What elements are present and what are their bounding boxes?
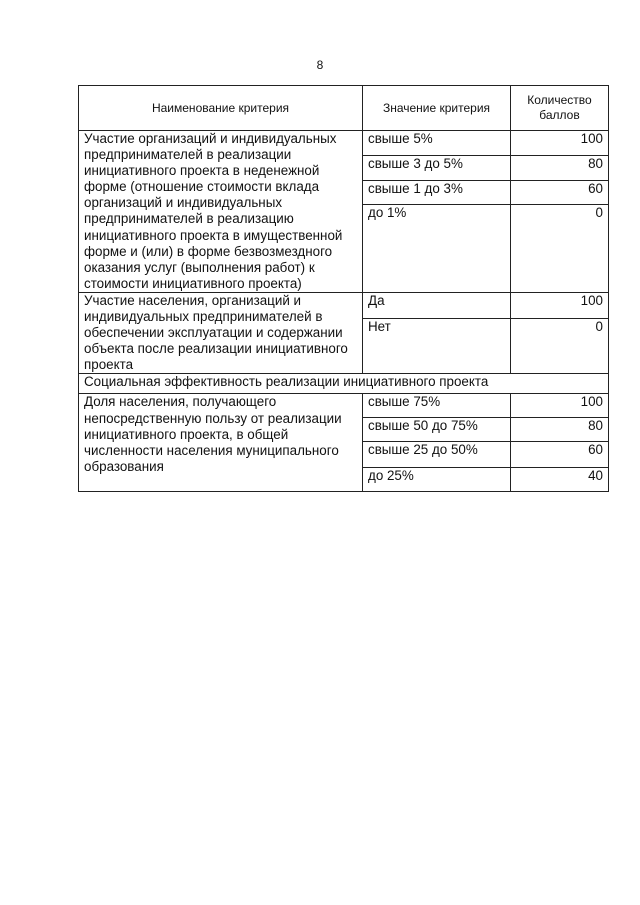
table-row	[79, 394, 609, 418]
header-criterion-name: Наименование критерия	[79, 86, 363, 131]
criterion-value-cell: свыше 50 до 75%	[363, 418, 511, 442]
score-cell: 80	[511, 155, 609, 180]
criterion-value-cell: свыше 25 до 50%	[363, 442, 511, 468]
criteria-table	[78, 85, 609, 492]
score-cell: 100	[511, 394, 609, 418]
criterion-value-cell: до 1%	[363, 205, 511, 293]
criterion-value-cell: свыше 5%	[363, 131, 511, 156]
criterion-name-cell: Участие населения, организаций и индивидуальных предпринимателей в обеспечении эксплуатации и содержании объекта после реализации инициативного проекта	[79, 292, 363, 373]
criterion-value-cell: свыше 75%	[363, 394, 511, 418]
score-cell: 100	[511, 131, 609, 156]
header-criterion-value: Значение критерия	[363, 86, 511, 131]
page-number: 8	[316, 58, 324, 72]
criterion-value-cell: свыше 3 до 5%	[363, 155, 511, 180]
table-row	[79, 292, 609, 318]
criterion-value-cell: Нет	[363, 319, 511, 374]
section-heading-row	[79, 374, 609, 394]
table-header-row	[79, 86, 609, 131]
score-cell: 80	[511, 418, 609, 442]
criterion-value-cell: Да	[363, 292, 511, 318]
header-score: Количество баллов	[511, 86, 609, 131]
criterion-name-cell: Участие организаций и индивидуальных предпринимателей в реализации инициативного проекта в неденежной форме (отношение стоимости вклада организаций и индивидуальных предпринимателей в реализацию инициативного проекта в имущественной форме и (или) в форме безвозмездного оказания услуг (выполнения работ) к стоимости инициативного проекта)	[79, 131, 363, 293]
score-cell: 100	[511, 292, 609, 318]
section-heading: Социальная эффективность реализации инициативного проекта	[79, 374, 609, 394]
score-cell: 40	[511, 468, 609, 492]
criterion-name-cell: Доля населения, получающего непосредственную пользу от реализации инициативного проекта, в общей численности населения муниципального образования	[79, 394, 363, 492]
table-row	[79, 131, 609, 156]
score-cell: 60	[511, 442, 609, 468]
score-cell: 60	[511, 180, 609, 205]
criterion-value-cell: до 25%	[363, 468, 511, 492]
score-cell: 0	[511, 205, 609, 293]
criterion-value-cell: свыше 1 до 3%	[363, 180, 511, 205]
score-cell: 0	[511, 319, 609, 374]
